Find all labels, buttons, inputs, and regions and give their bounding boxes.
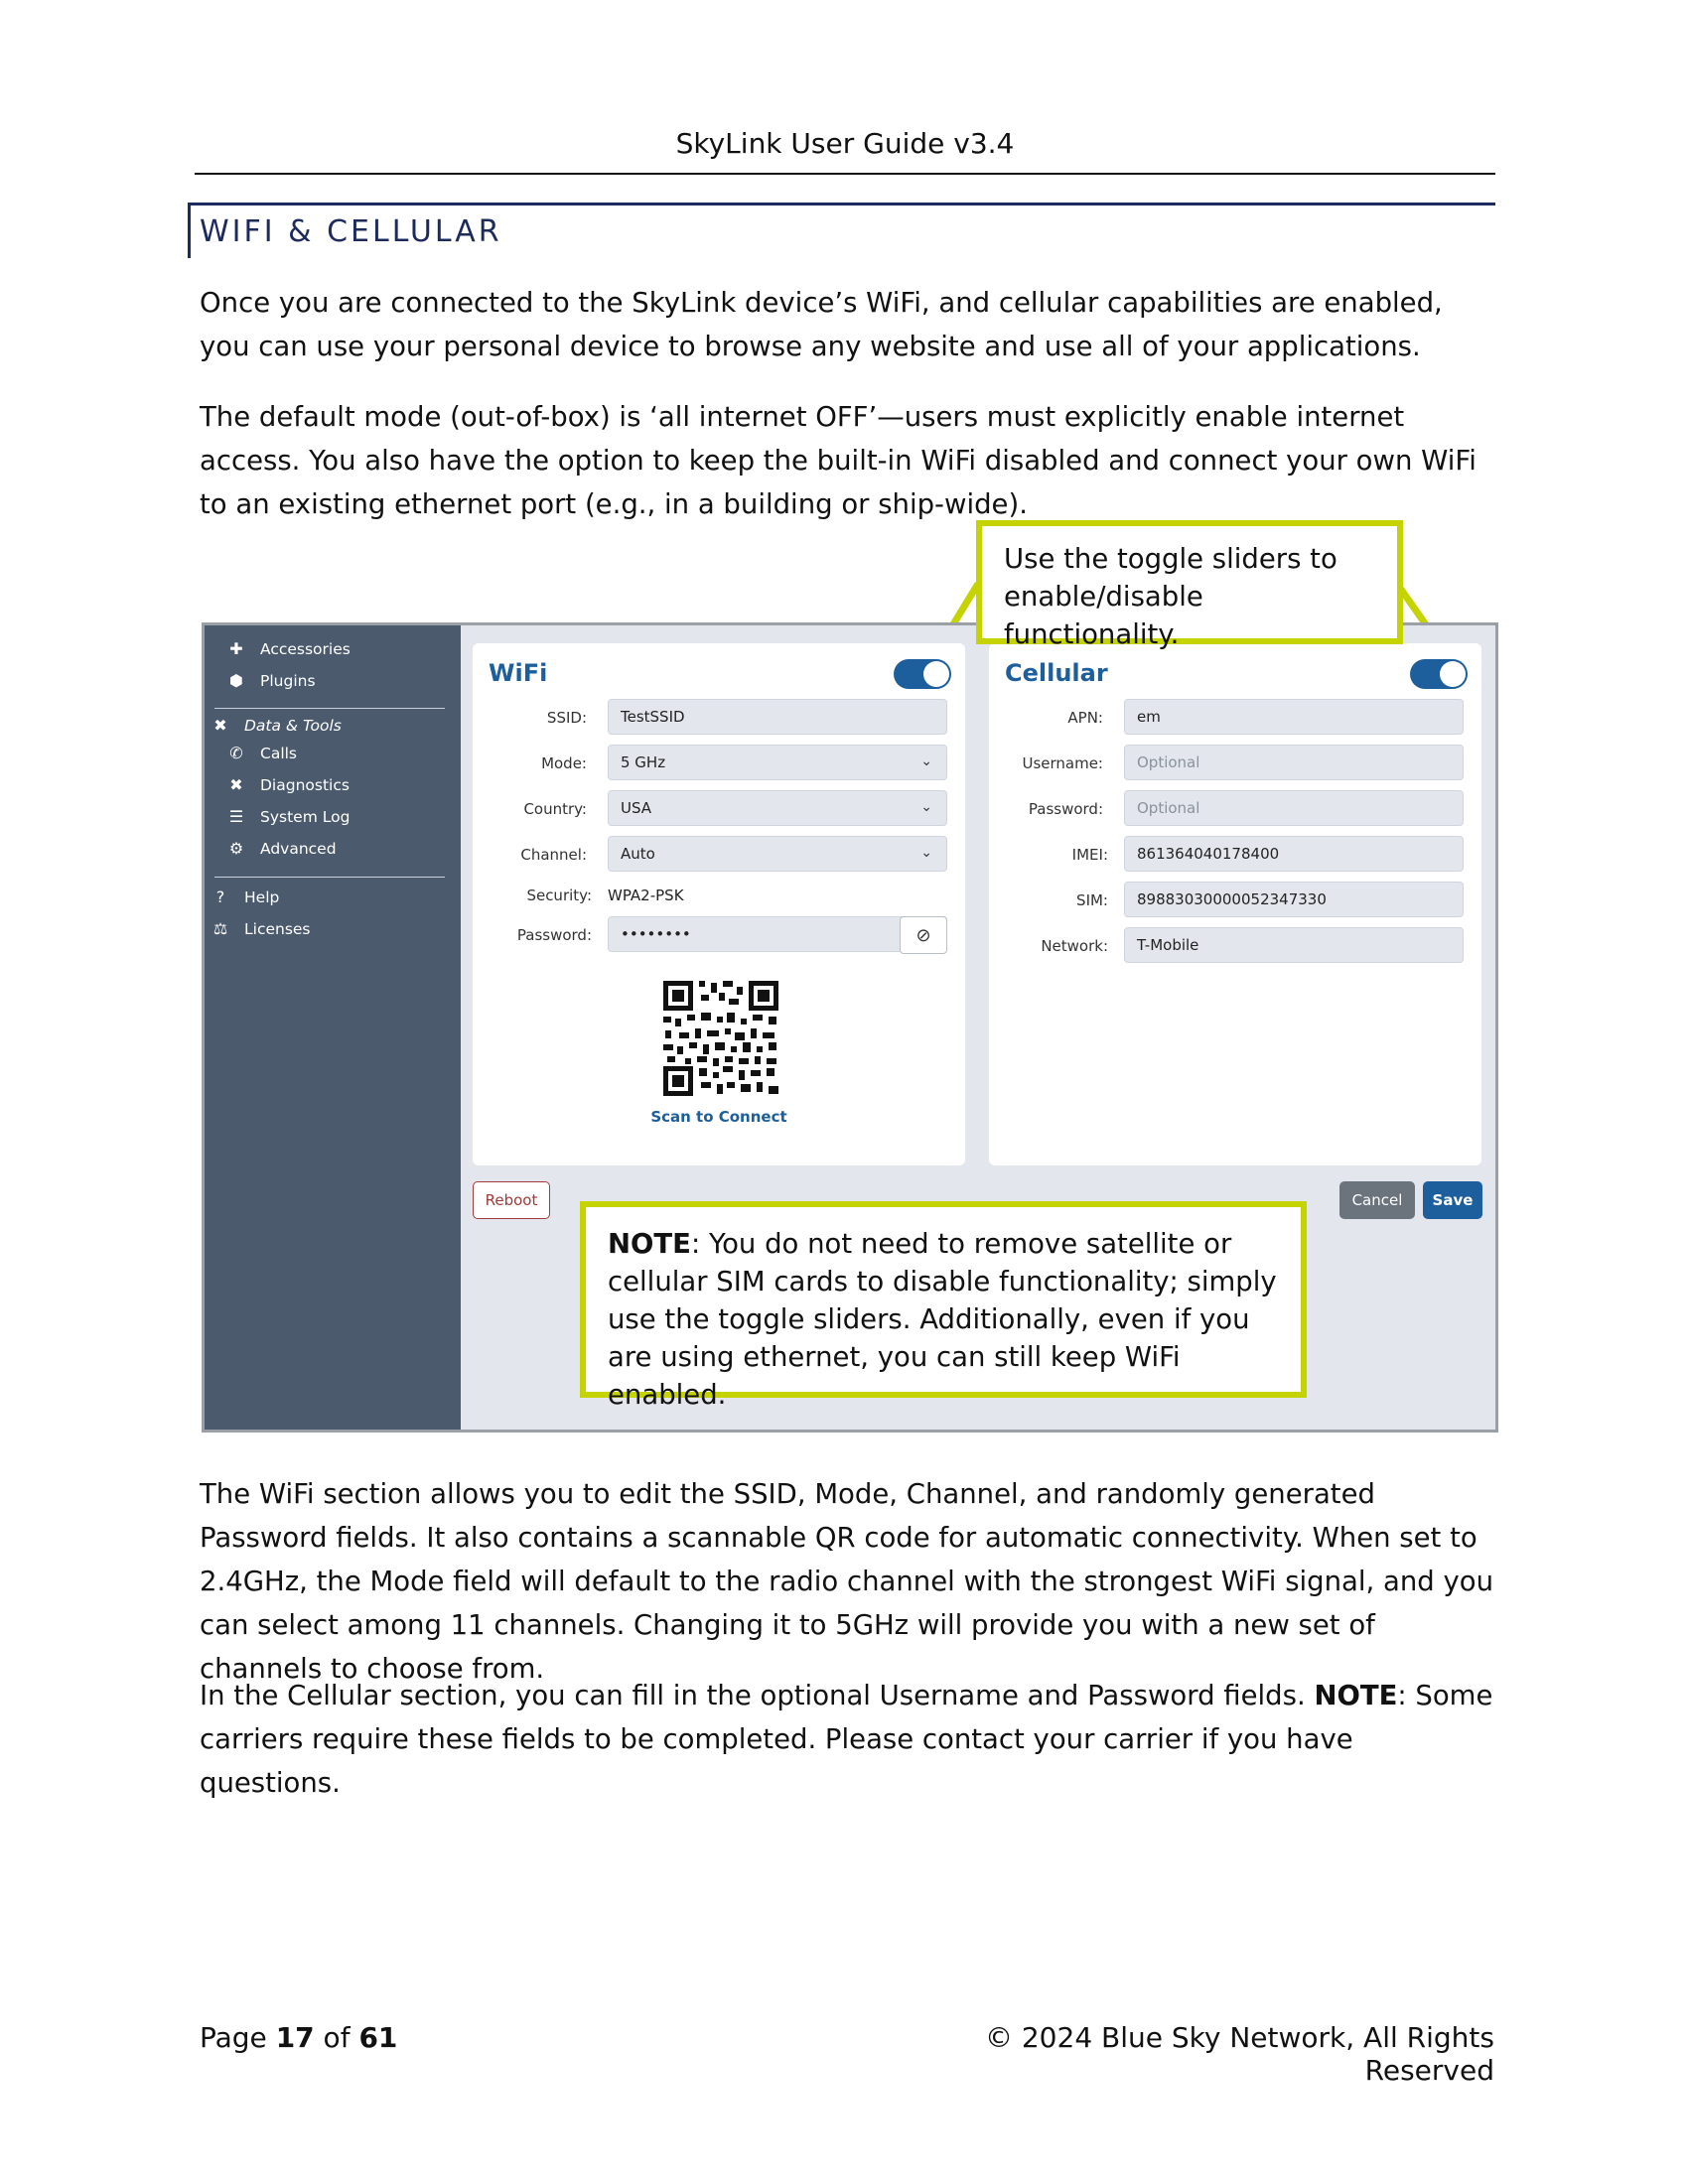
wrench-icon: ✖ — [229, 775, 243, 794]
network-label: Network: — [1041, 937, 1108, 955]
security-label: Security: — [526, 887, 592, 904]
toggle-knob — [923, 661, 949, 687]
sidebar-item-advanced[interactable] — [224, 839, 337, 858]
imei-label: IMEI: — [1071, 846, 1108, 864]
reboot-button[interactable]: Reboot — [473, 1181, 550, 1219]
sim-field: 89883030000052347330 — [1124, 882, 1464, 917]
plugins-icon: ⬢ — [229, 671, 243, 690]
sidebar-item-label: Advanced — [260, 839, 337, 858]
list-icon: ☰ — [228, 807, 244, 826]
sidebar — [205, 625, 461, 1430]
sidebar-item-help[interactable] — [209, 887, 279, 906]
password-label: Password: — [516, 926, 592, 944]
gear-icon: ⚙ — [228, 839, 244, 858]
sim-label: SIM: — [1076, 891, 1108, 909]
sidebar-item-label: Licenses — [244, 919, 311, 938]
eye-off-icon[interactable]: ⊘ — [900, 916, 947, 954]
wifi-title: WiFi — [489, 659, 548, 687]
paragraph-text: : Some carriers require these fields to be completed. Please contact your carrier if you have questions. — [200, 1680, 1493, 1799]
phone-icon: ✆ — [229, 744, 243, 762]
page-number — [200, 2021, 397, 2054]
network-field: T-Mobile — [1124, 927, 1464, 963]
wifi-password-input[interactable] — [608, 916, 947, 952]
toggle-hint-callout: Use the toggle sliders to enable/disable functionality. — [976, 520, 1403, 644]
username-label: Username: — [1022, 754, 1103, 772]
username-input[interactable]: Optional — [1124, 745, 1464, 780]
sidebar-item-plugins[interactable] — [224, 671, 316, 690]
note-label: NOTE — [608, 1228, 691, 1260]
document-header-title: SkyLink User Guide v3.4 — [675, 127, 1015, 160]
callout-arrows — [0, 0, 1688, 695]
password-value: •••••••• — [621, 925, 691, 943]
sidebar-item-licenses[interactable] — [209, 919, 311, 938]
chevron-down-icon: ⌄ — [920, 845, 932, 861]
wifi-panel — [473, 643, 965, 1165]
tools-icon: ✖ — [213, 716, 227, 735]
channel-value: Auto — [621, 845, 655, 863]
imei-field: 861364040178400 — [1124, 836, 1464, 872]
copyright: © 2024 Blue Sky Network, All Rights Reserved — [984, 2021, 1494, 2087]
sidebar-item-label: Accessories — [260, 639, 351, 658]
sidebar-item-calls[interactable] — [224, 744, 297, 762]
channel-label: Channel: — [520, 846, 587, 864]
mode-label: Mode: — [541, 754, 587, 772]
cell-password-label: Password: — [1028, 800, 1103, 818]
sidebar-item-label: Plugins — [260, 671, 316, 690]
cancel-button[interactable]: Cancel — [1339, 1181, 1415, 1219]
paragraph-intro: Once you are connected to the SkyLink device’s WiFi, and cellular capabilities are enabled, you can use your personal device to browse any website and use all of your applications. — [200, 287, 1443, 362]
cellular-toggle[interactable] — [1410, 659, 1468, 689]
note-callout — [580, 1201, 1307, 1411]
paragraph-default-mode: The default mode (out-of-box) is ‘all internet OFF’—users must explicitly enable internet access. You also have the option to keep the built-in WiFi disabled and connect your own WiFi to an existing ethernet port (e.g., in a building or ship-wide). — [200, 401, 1477, 520]
paragraph-text: In the Cellular section, you can fill in the optional Username and Password fields. — [200, 1680, 1315, 1711]
sidebar-item-accessories[interactable] — [224, 639, 351, 658]
chevron-down-icon: ⌄ — [920, 799, 932, 815]
puzzle-icon: ✚ — [229, 639, 243, 658]
qr-code — [661, 979, 780, 1098]
mode-select[interactable] — [608, 745, 947, 780]
apn-input[interactable]: em — [1124, 699, 1464, 735]
cellular-title: Cellular — [1005, 659, 1108, 687]
sidebar-item-label: System Log — [260, 807, 351, 826]
sidebar-item-label: Calls — [260, 744, 298, 762]
sidebar-item-system-log[interactable] — [224, 807, 350, 826]
cell-password-input[interactable]: Optional — [1124, 790, 1464, 826]
page-total: 61 — [358, 2021, 398, 2054]
sidebar-divider — [214, 877, 445, 878]
channel-select[interactable] — [608, 836, 947, 872]
ssid-label: SSID: — [546, 709, 587, 727]
page-current: 17 — [275, 2021, 315, 2054]
sidebar-group-label: Data & Tools — [244, 716, 342, 735]
save-button[interactable]: Save — [1423, 1181, 1482, 1219]
chevron-down-icon: ⌄ — [920, 753, 932, 769]
page-prefix: Page — [200, 2021, 276, 2054]
country-select[interactable] — [608, 790, 947, 826]
ssid-input[interactable]: TestSSID — [608, 699, 947, 735]
paragraph-wifi-section: The WiFi section allows you to edit the SSID, Mode, Channel, and randomly generated Password fields. It also contains a scannable QR code for automatic connectivity. When set to 2.4GHz, the Mode field will default to the radio channel with the strongest WiFi signal, and you can select among 11 channels. Changing it to 5GHz will provide you with a new set of channels to choose from. — [200, 1478, 1494, 1685]
country-label: Country: — [523, 800, 587, 818]
sidebar-item-label: Diagnostics — [260, 775, 350, 794]
mode-value: 5 GHz — [621, 753, 666, 771]
scale-icon: ⚖ — [212, 919, 228, 938]
paragraph-cellular-section — [200, 1674, 1495, 1805]
apn-label: APN: — [1067, 709, 1103, 727]
toggle-knob — [1440, 661, 1466, 687]
qr-caption: Scan to Connect — [650, 1108, 787, 1126]
question-icon: ? — [215, 887, 225, 906]
note-text: : You do not need to remove satellite or cellular SIM cards to disable functionality; simply use the toggle sliders. Additionally, even if you are using ethernet, you can still keep WiFi enabled. — [608, 1228, 1277, 1411]
sidebar-group-data-tools[interactable] — [209, 716, 342, 735]
wifi-toggle[interactable] — [894, 659, 951, 689]
sidebar-divider — [214, 708, 445, 709]
sidebar-item-label: Help — [244, 887, 280, 906]
cellular-panel — [989, 643, 1481, 1165]
paragraph-note-label: NOTE — [1314, 1680, 1398, 1711]
country-value: USA — [621, 799, 652, 817]
security-value: WPA2-PSK — [608, 887, 684, 904]
sidebar-item-diagnostics[interactable] — [224, 775, 350, 794]
section-title: WIFI & CELLULAR — [200, 214, 502, 249]
page-of: of — [314, 2021, 359, 2054]
